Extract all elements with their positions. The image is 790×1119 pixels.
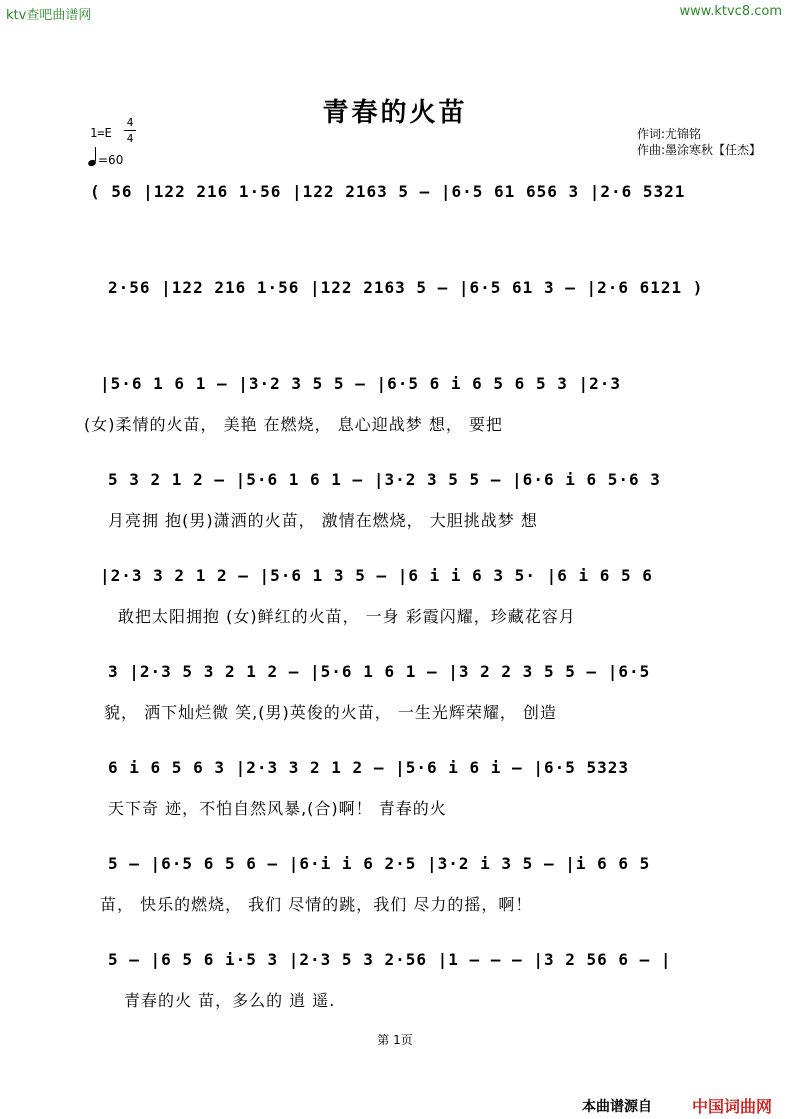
time-bottom: 4 <box>126 132 134 145</box>
note-stem <box>95 147 96 161</box>
score-row-2-notes: 2·56 |122 216 1·56 |122 2163 5 – |6·5 61 3 – |2·6 6121 ) <box>108 278 704 297</box>
key-signature: 1=E <box>90 126 112 140</box>
credits <box>637 126 761 158</box>
source-label: 本曲谱源自 <box>582 1099 652 1115</box>
tempo-marking <box>88 150 123 167</box>
composer: 作曲:墨涂寒秋【任杰】 <box>637 143 762 157</box>
score-row-1-notes: ( 56 |122 216 1·56 |122 2163 5 – |6·5 61 656 3 |2·6 5321 <box>90 182 686 201</box>
page-number: 第 1页 <box>377 1033 413 1047</box>
lyricist: 作词:尤锦铭 <box>637 127 702 141</box>
tempo-value: =60 <box>98 153 124 167</box>
site-watermark-left: ktv查吧曲谱网 <box>6 8 92 23</box>
time-top: 4 <box>126 116 134 129</box>
song-title: 青春的火苗 <box>322 98 468 128</box>
score-row-8-notes: 5 – |6·5 6 5 6 – |6·i i 6 2·5 |3·2 i 3 5 – |i 6 6 5 <box>108 854 651 873</box>
source-brand-link[interactable]: 中国词曲网 <box>692 1097 773 1116</box>
time-divider <box>124 130 136 131</box>
score-row-7-lyrics: 天下奇 迹，不怕自然风暴,(合)啊！ 青春的火 <box>108 799 447 818</box>
score-row-4-lyrics: 月亮拥 抱(男)潇洒的火苗， 激情在燃烧， 大胆挑战梦 想 <box>108 511 538 530</box>
score-row-9-notes: 5 – |6 5 6 i·5 3 |2·3 5 3 2·56 |1 – – – |3 2 56 6 – | <box>108 950 672 969</box>
score-row-6-notes: 3 |2·3 5 3 2 1 2 – |5·6 1 6 1 – |3 2 2 3 5 5 – |6·5 <box>108 662 651 681</box>
score-row-9-lyrics: 青春的火 苗，多么的 逍 遥. <box>124 991 336 1010</box>
score-row-8-lyrics: 苗， 快乐的燃烧， 我们 尽情的跳，我们 尽力的摇，啊！ <box>100 895 533 914</box>
score-row-6-lyrics: 貌， 洒下灿烂微 笑,(男)英俊的火苗， 一生光辉荣耀， 创造 <box>104 703 557 722</box>
score-row-3-notes: |5·6 1 6 1 – |3·2 3 5 5 – |6·5 6 i 6 5 6 5 3 |2·3 <box>100 374 622 393</box>
score-row-7-notes: 6 i 6 5 6 3 |2·3 3 2 1 2 – |5·6 i 6 i – |6·5 5323 <box>108 758 630 777</box>
site-watermark-right: www.ktvc8.com <box>679 4 782 19</box>
score-row-4-notes: 5 3 2 1 2 – |5·6 1 6 1 – |3·2 3 5 5 – |6·6 i 6 5·6 3 <box>108 470 661 489</box>
time-signature <box>124 116 136 145</box>
score-row-3-lyrics: (女)柔情的火苗， 美艳 在燃烧， 息心迎战梦 想， 要把 <box>84 415 503 434</box>
score-row-5-notes: |2·3 3 2 1 2 – |5·6 1 3 5 – |6 i i 6 3 5· |6 i 6 5 6 <box>100 566 653 585</box>
score-row-5-lyrics: 敢把太阳拥抱 (女)鲜红的火苗， 一身 彩霞闪耀，珍藏花容月 <box>118 607 576 626</box>
